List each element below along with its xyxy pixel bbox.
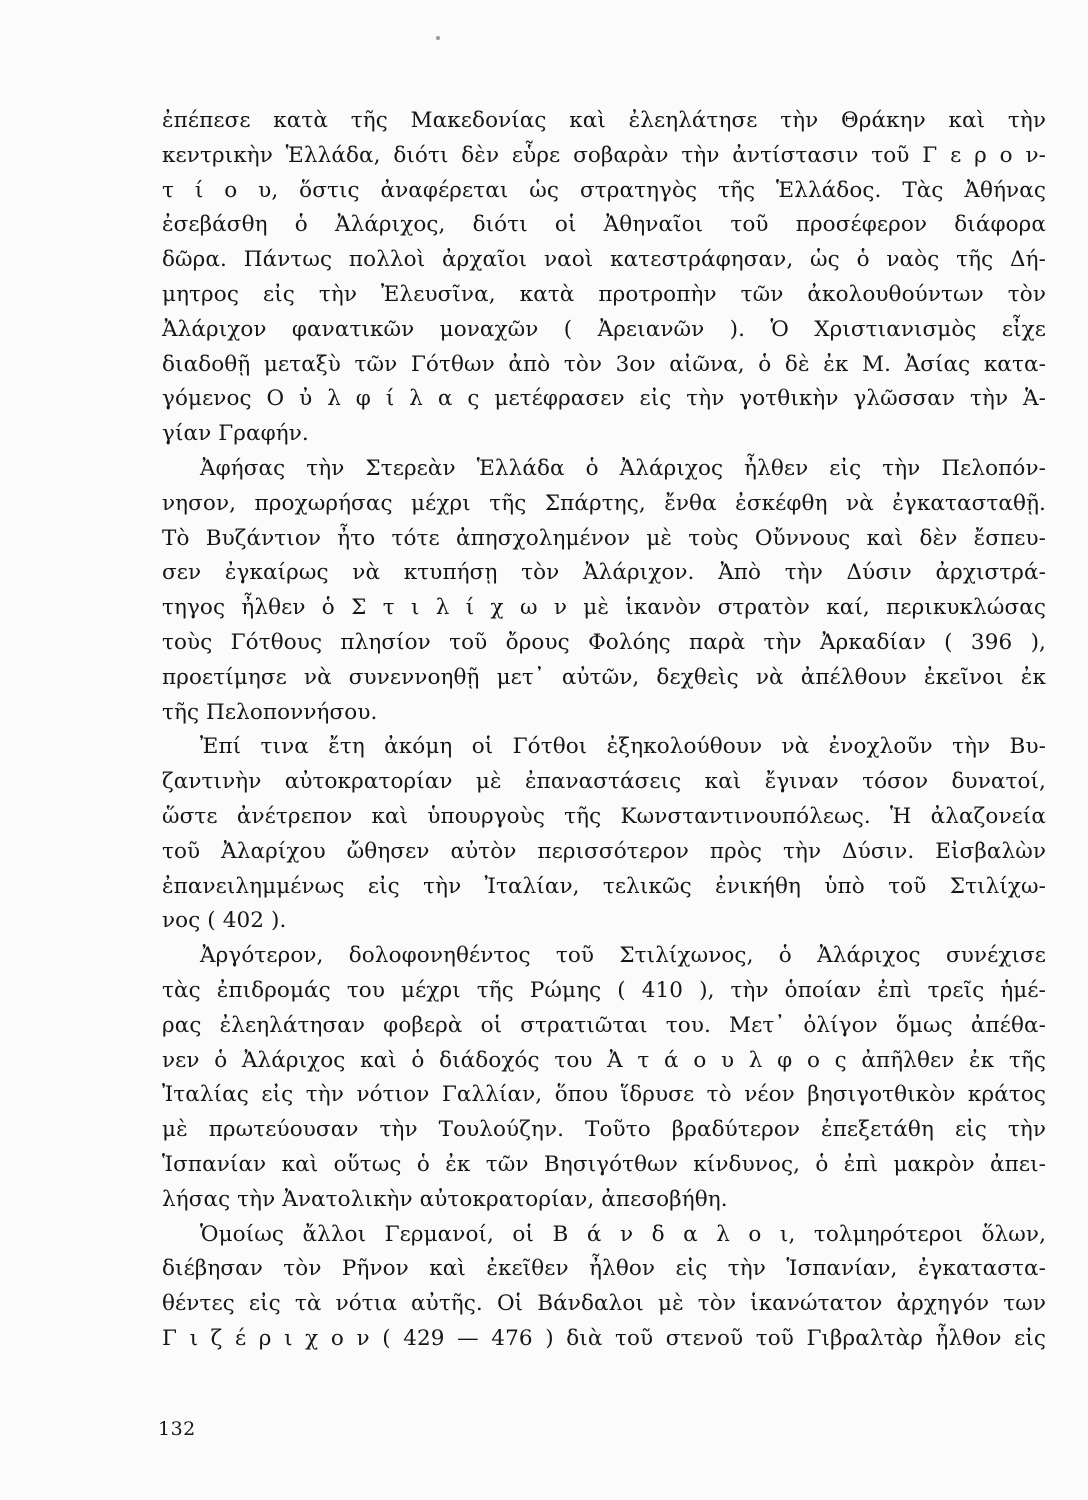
text-line: Ἀλάριχον φανατικῶν μοναχῶν ( Ἀρειανῶν ). Ὁ Χριστιανισμὸς εἶχε (162, 316, 1046, 342)
text-line: ἐσεβάσθη ὁ Ἀλάριχος, διότι οἱ Ἀθηναῖοι τοῦ προσέφερον διάφορα (162, 212, 1046, 238)
text-line: διαδοθῇ μεταξὺ τῶν Γότθων ἀπὸ τὸν 3ον αἰῶνα, ὁ δὲ ἐκ Μ. Ἀσίας κατα- (162, 351, 1046, 377)
paragraph-first-line: Ἐπί τινα ἔτη ἀκόμη οἱ Γότθοι ἐξηκολούθουν νὰ ἐνοχλοῦν τὴν Βυ- (200, 734, 1046, 760)
text-line: γόμενος Ο ὐ λ φ ί λ α ς μετέφρασεν εἰς τὴν γοτθικὴν γλῶσσαν τὴν Ἁ- (162, 386, 1046, 412)
body-text (162, 104, 1046, 1357)
text-line: μὲ πρωτεύουσαν τὴν Τουλούζην. Τοῦτο βραδύτερον ἐπεξετάθη εἰς τὴν (162, 1117, 1046, 1143)
text-line: Τὸ Βυζάντιον ἦτο τότε ἀπησχολημένον μὲ τοὺς Οὔννους καὶ δὲν ἔσπευ- (162, 525, 1046, 551)
text-line: ζαντινὴν αὐτοκρατορίαν μὲ ἐπαναστάσεις καὶ ἔγιναν τόσον δυνατοί, (162, 769, 1046, 795)
text-line: Ἰταλίας εἰς τὴν νότιον Γαλλίαν, ὅπου ἵδρυσε τὸ νέον βησιγοτθικὸν κράτος (162, 1082, 1046, 1108)
text-line: γίαν Γραφήν. (162, 421, 309, 447)
paragraph-first-line: Ὁμοίως ἄλλοι Γερμανοί, οἱ Β ά ν δ α λ ο ι, τολμηρότεροι ὅλων, (200, 1221, 1046, 1247)
text-line: τοὺς Γότθους πλησίον τοῦ ὄρους Φολόης παρὰ τὴν Ἀρκαδίαν ( 396 ), (162, 629, 1046, 655)
text-line: σεν ἐγκαίρως νὰ κτυπήσῃ τὸν Ἀλάριχον. Ἀπὸ τὴν Δύσιν ἀρχιστρά- (162, 560, 1046, 586)
paragraph-first-line: Ἀφήσας τὴν Στερεὰν Ἑλλάδα ὁ Ἀλάριχος ἦλθεν εἰς τὴν Πελοπόν- (200, 455, 1046, 481)
text-line: τ ί ο υ, ὅστις ἀναφέρεται ὡς στρατηγὸς τῆς Ἑλλάδος. Τὰς Ἀθήνας (162, 177, 1046, 203)
text-line: διέβησαν τὸν Ρῆνον καὶ ἐκεῖθεν ἦλθον εἰς τὴν Ἱσπανίαν, ἐγκαταστα- (162, 1256, 1046, 1282)
paragraph-first-line: Ἀργότερον, δολοφονηθέντος τοῦ Στιλίχωνος, ὁ Ἀλάριχος συνέχισε (200, 943, 1046, 969)
text-line: τοῦ Ἀλαρίχου ὤθησεν αὐτὸν περισσότερον πρὸς τὴν Δύσιν. Εἰσβαλὼν (162, 838, 1046, 864)
text-line: ρας ἐλεηλάτησαν φοβερὰ οἱ στρατιῶται του. Μετ᾽ ὀλίγον ὅμως ἀπέθα- (162, 1012, 1046, 1038)
text-line: νησον, προχωρήσας μέχρι τῆς Σπάρτης, ἔνθα ἐσκέφθη νὰ ἐγκατασταθῇ. (162, 490, 1046, 516)
scan-speck (436, 36, 440, 40)
text-line: μητρος εἰς τὴν Ἐλευσῖνα, κατὰ προτροπὴν τῶν ἀκολουθούντων τὸν (162, 281, 1046, 307)
text-line: τὰς ἐπιδρομάς του μέχρι τῆς Ρώμης ( 410 ), τὴν ὁποίαν ἐπὶ τρεῖς ἡμέ- (162, 977, 1046, 1003)
text-line: ὥστε ἀνέτρεπον καὶ ὑπουργοὺς τῆς Κωνσταντινουπόλεως. Ἡ ἀλαζονεία (162, 803, 1046, 829)
text-line: προετίμησε νὰ συνεννοηθῇ μετ᾽ αὐτῶν, δεχθεὶς νὰ ἀπέλθουν ἐκεῖνοι ἐκ (162, 664, 1046, 690)
text-line: νος ( 402 ). (162, 908, 287, 934)
text-line: θέντες εἰς τὰ νότια αὐτῆς. Οἱ Βάνδαλοι μὲ τὸν ἱκανώτατον ἀρχηγόν των (162, 1291, 1046, 1317)
text-line: τηγος ἦλθεν ὁ Σ τ ι λ ί χ ω ν μὲ ἱκανὸν στρατὸν καί, περικυκλώσας (162, 595, 1046, 621)
text-line: λήσας τὴν Ἀνατολικὴν αὐτοκρατορίαν, ἀπεσοβήθη. (162, 1186, 728, 1212)
text-line: ἐπανειλημμένως εἰς τὴν Ἰταλίαν, τελικῶς ἐνικήθη ὑπὸ τοῦ Στιλίχω- (162, 873, 1046, 899)
text-line: κεντρικὴν Ἑλλάδα, διότι δὲν εὗρε σοβαρὰν τὴν ἀντίστασιν τοῦ Γ ε ρ ο ν- (162, 142, 1046, 168)
text-line: νεν ὁ Ἀλάριχος καὶ ὁ διάδοχός του Ἀ τ ά ο υ λ φ ο ς ἀπῆλθεν ἐκ τῆς (162, 1047, 1046, 1073)
text-line: ἐπέπεσε κατὰ τῆς Μακεδονίας καὶ ἐλεηλάτησε τὴν Θράκην καὶ τὴν (162, 108, 1046, 133)
page-number: 132 (158, 1418, 196, 1440)
text-line: Ἱσπανίαν καὶ οὕτως ὁ ἐκ τῶν Βησιγότθων κίνδυνος, ὁ ἐπὶ μακρὸν ἀπει- (162, 1151, 1046, 1177)
text-line: Γ ι ζ έ ρ ι χ ο ν ( 429 — 476 ) διὰ τοῦ στενοῦ τοῦ Γιβραλτὰρ ἦλθον εἰς (162, 1325, 1046, 1351)
text-line: δῶρα. Πάντως πολλοὶ ἀρχαῖοι ναοὶ κατεστράφησαν, ὡς ὁ ναὸς τῆς Δή- (162, 247, 1046, 273)
text-line: τῆς Πελοποννήσου. (162, 699, 378, 725)
